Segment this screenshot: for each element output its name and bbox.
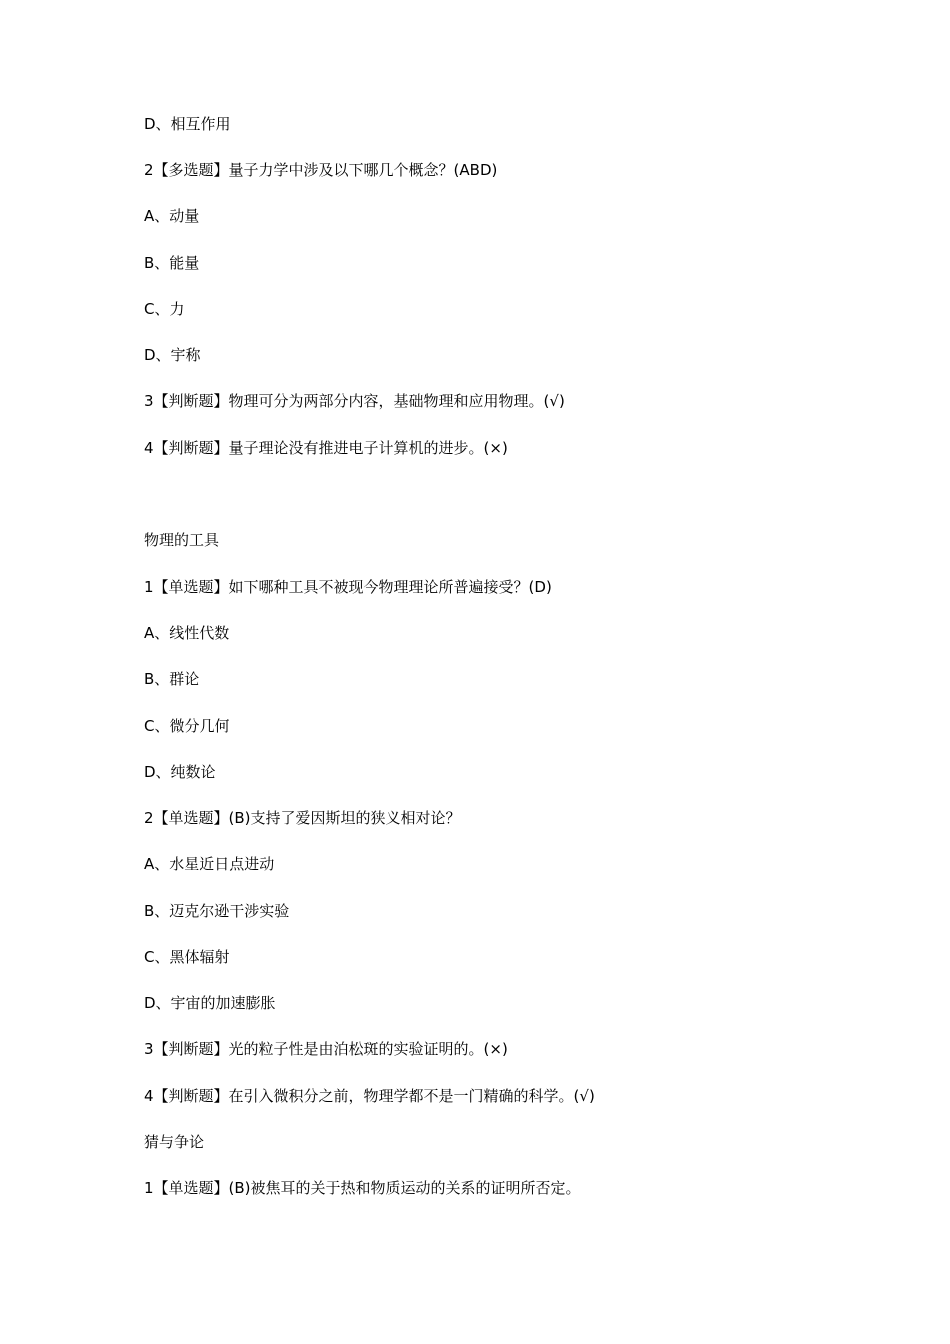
option-d-expansion: D、宇宙的加速膨胀 xyxy=(144,994,276,1012)
option-d-number-theory: D、纯数论 xyxy=(144,763,216,781)
question-judge-3: 3【判断题】物理可分为两部分内容，基础物理和应用物理。(√) xyxy=(144,392,565,410)
question-judge-4b: 4【判断题】在引入微积分之前，物理学都不是一门精确的科学。(√) xyxy=(144,1087,595,1105)
option-d-parity: D、宇称 xyxy=(144,346,201,364)
option-a-momentum: A、动量 xyxy=(144,207,200,225)
section-title-physics-tools: 物理的工具 xyxy=(144,531,220,549)
option-b-energy: B、能量 xyxy=(144,254,200,272)
option-c-differential-geometry: C、微分几何 xyxy=(144,717,230,735)
option-d-interaction: D、相互作用 xyxy=(144,115,231,133)
question-multi-2: 2【多选题】量子力学中涉及以下哪几个概念？(ABD) xyxy=(144,161,498,179)
question-judge-4: 4【判断题】量子理论没有推进电子计算机的进步。(×) xyxy=(144,439,508,457)
option-b-michelson: B、迈克尔逊干涉实验 xyxy=(144,902,290,920)
question-single-1b: 1【单选题】(B)被焦耳的关于热和物质运动的关系的证明所否定。 xyxy=(144,1179,581,1197)
question-single-1: 1【单选题】如下哪种工具不被现今物理理论所普遍接受？(D) xyxy=(144,578,552,596)
option-c-blackbody: C、黑体辐射 xyxy=(144,948,230,966)
option-a-linear-algebra: A、线性代数 xyxy=(144,624,230,642)
option-a-perihelion: A、水星近日点进动 xyxy=(144,855,275,873)
option-c-force: C、力 xyxy=(144,300,185,318)
section-title-guess-debate: 猜与争论 xyxy=(144,1133,205,1151)
question-judge-3b: 3【判断题】光的粒子性是由泊松斑的实验证明的。(×) xyxy=(144,1040,508,1058)
option-b-group-theory: B、群论 xyxy=(144,670,200,688)
question-single-2: 2【单选题】(B)支持了爱因斯坦的狭义相对论？ xyxy=(144,809,461,827)
